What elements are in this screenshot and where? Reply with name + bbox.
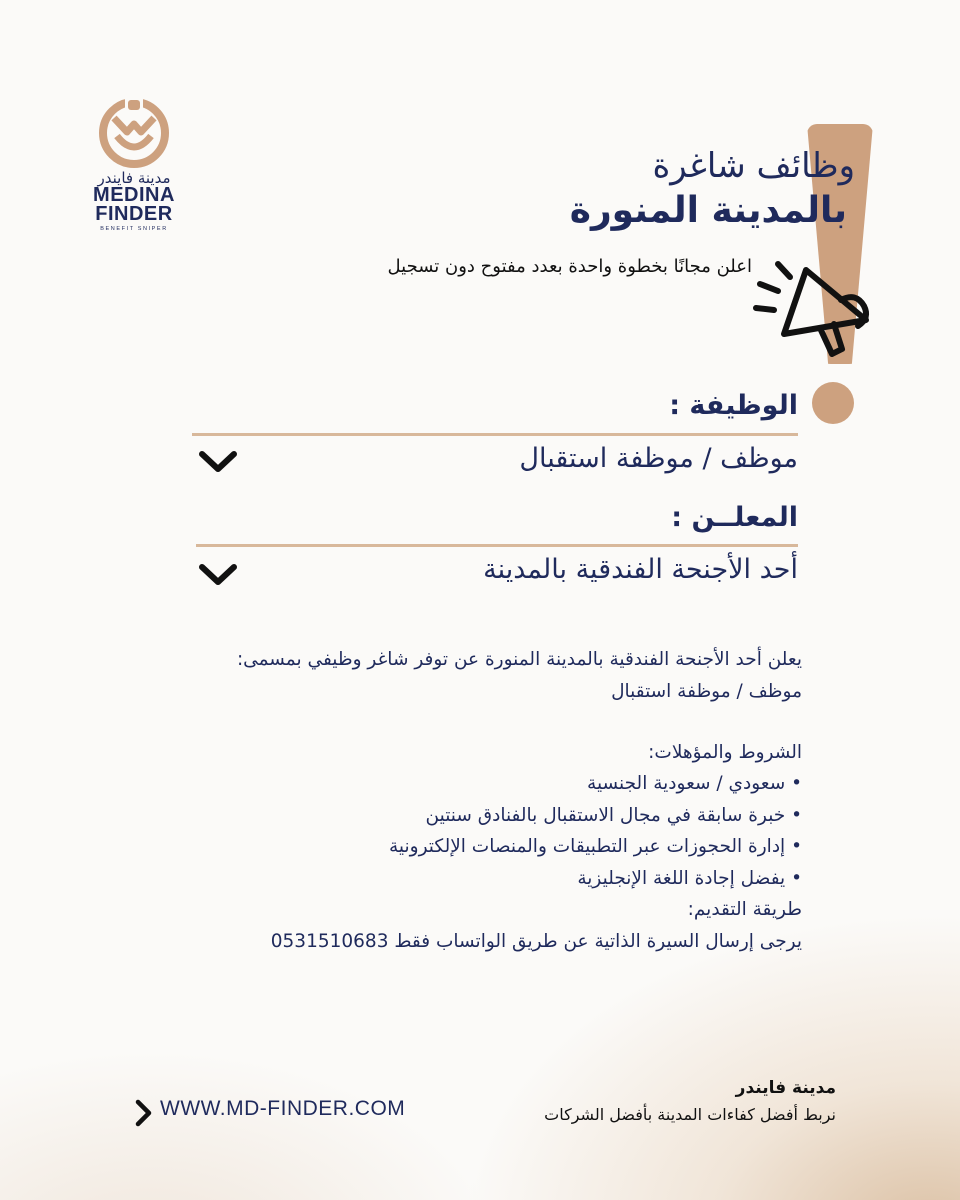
footer-tagline: نربط أفضل كفاءات المدينة بأفضل الشركات xyxy=(544,1105,836,1124)
website-link[interactable]: WWW.MD-FINDER.COM xyxy=(160,1097,406,1120)
requirement-item: • إدارة الحجوزات عبر التطبيقات والمنصات الإلكترونية xyxy=(389,836,802,857)
description-job-title: موظف / موظفة استقبال xyxy=(611,681,802,702)
requirement-item: • سعودي / سعودية الجنسية xyxy=(587,773,802,794)
job-title-label: الوظيفة : xyxy=(669,390,798,421)
divider xyxy=(192,433,798,436)
megaphone-icon xyxy=(748,250,878,365)
brand-name-line1: MEDINA xyxy=(93,184,175,206)
page-title-location: بالمدينة المنورة xyxy=(569,190,847,231)
chevron-right-icon xyxy=(134,1098,154,1128)
brand-name-arabic: مدينة فايندر xyxy=(97,169,171,187)
footer-brand-name: مدينة فايندر xyxy=(735,1078,836,1098)
logo-icon xyxy=(97,96,171,168)
brand-logo xyxy=(88,96,180,232)
advertiser-label: المعلــن : xyxy=(671,502,798,533)
brand-name-line2: FINDER xyxy=(95,203,173,225)
apply-title: طريقة التقديم: xyxy=(687,899,802,920)
description-line: يعلن أحد الأجنحة الفندقية بالمدينة المنورة عن توفر شاغر وظيفي بمسمى: xyxy=(236,649,802,670)
advertiser-value: أحد الأجنحة الفندقية بالمدينة xyxy=(483,554,798,585)
page-title: وظائف شاغرة xyxy=(652,146,855,186)
chevron-down-icon[interactable] xyxy=(198,449,238,475)
job-title-value: موظف / موظفة استقبال xyxy=(519,443,798,474)
divider xyxy=(196,544,798,547)
requirement-item: • خبرة سابقة في مجال الاستقبال بالفنادق سنتين xyxy=(425,805,802,826)
requirement-item: • يفضل إجادة اللغة الإنجليزية xyxy=(577,868,802,889)
brand-tagline: BENEFIT SNIPER xyxy=(100,226,168,232)
exclamation-dot xyxy=(812,382,854,424)
apply-instructions: يرجى إرسال السيرة الذاتية عن طريق الواتساب فقط 0531510683 xyxy=(270,931,802,952)
requirements-title: الشروط والمؤهلات: xyxy=(648,742,802,763)
page-subtitle: اعلن مجانًا بخطوة واحدة بعدد مفتوح دون تسجيل xyxy=(387,256,752,277)
chevron-down-icon[interactable] xyxy=(198,562,238,588)
